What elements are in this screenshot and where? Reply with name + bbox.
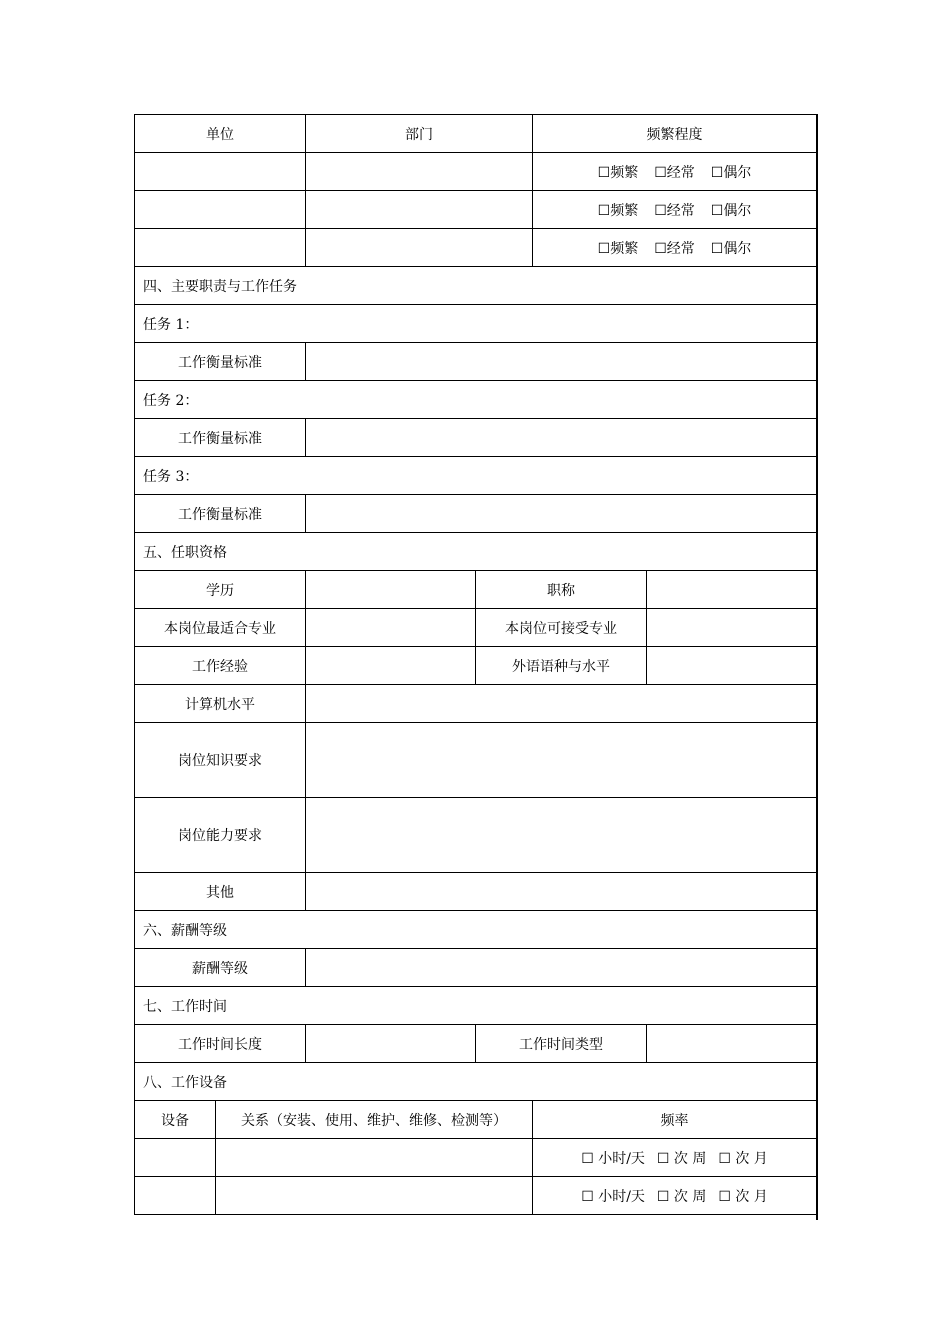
- other-label: 其他: [135, 873, 306, 911]
- freq-frequent-checkbox[interactable]: ☐频繁: [597, 240, 639, 257]
- department-cell[interactable]: [306, 229, 533, 267]
- section-title-equipment: 八、工作设备: [135, 1063, 817, 1101]
- best-major-input[interactable]: [306, 609, 476, 647]
- unit-header: 单位: [135, 115, 306, 153]
- department-cell[interactable]: [306, 191, 533, 229]
- foreign-language-input[interactable]: [647, 647, 817, 685]
- salary-grade-input[interactable]: [306, 949, 817, 987]
- measure-input[interactable]: [306, 495, 817, 533]
- section-title-work-time: 七、工作时间: [135, 987, 817, 1025]
- department-cell[interactable]: [306, 153, 533, 191]
- contact-row: [135, 191, 817, 229]
- task-2-label[interactable]: 任务 2：: [135, 381, 817, 419]
- frequency-cell: [533, 229, 817, 267]
- unit-cell[interactable]: [135, 191, 306, 229]
- rate-times-per-month-checkbox[interactable]: ☐ 次 月: [718, 1188, 768, 1205]
- work-time-length-input[interactable]: [306, 1025, 476, 1063]
- acceptable-major-label: 本岗位可接受专业: [476, 609, 647, 647]
- freq-frequent-checkbox[interactable]: ☐频繁: [597, 202, 639, 219]
- work-time-type-label: 工作时间类型: [476, 1025, 647, 1063]
- rate-cell: [533, 1177, 817, 1215]
- task-1-label[interactable]: 任务 1：: [135, 305, 817, 343]
- table-right-border: [816, 114, 818, 1220]
- contact-row: [135, 153, 817, 191]
- section-title-salary: 六、薪酬等级: [135, 911, 817, 949]
- computer-level-label: 计算机水平: [135, 685, 306, 723]
- equipment-header: 设备: [135, 1101, 216, 1139]
- frequency-header: 频繁程度: [533, 115, 817, 153]
- equipment-input[interactable]: [135, 1177, 216, 1215]
- rate-header: 频率: [533, 1101, 817, 1139]
- equipment-row: [135, 1177, 817, 1215]
- rate-times-per-week-checkbox[interactable]: ☐ 次 周: [656, 1150, 707, 1167]
- work-time-type-input[interactable]: [647, 1025, 817, 1063]
- work-experience-label: 工作经验: [135, 647, 306, 685]
- freq-occasional-checkbox[interactable]: ☐偶尔: [710, 164, 752, 181]
- measure-label: 工作衡量标准: [135, 419, 306, 457]
- section-title-duties: 四、主要职责与工作任务: [135, 267, 817, 305]
- freq-often-checkbox[interactable]: ☐经常: [654, 164, 695, 181]
- unit-cell[interactable]: [135, 229, 306, 267]
- measure-label: 工作衡量标准: [135, 495, 306, 533]
- other-input[interactable]: [306, 873, 817, 911]
- equipment-input[interactable]: [135, 1139, 216, 1177]
- title-rank-input[interactable]: [647, 571, 817, 609]
- acceptable-major-input[interactable]: [647, 609, 817, 647]
- rate-hours-per-day-checkbox[interactable]: ☐ 小时/天: [581, 1150, 645, 1167]
- measure-input[interactable]: [306, 419, 817, 457]
- work-experience-input[interactable]: [306, 647, 476, 685]
- section-title-qualifications: 五、任职资格: [135, 533, 817, 571]
- contact-row: [135, 229, 817, 267]
- rate-cell: [533, 1139, 817, 1177]
- relation-header: 关系（安装、使用、维护、维修、检测等）: [216, 1101, 533, 1139]
- knowledge-input[interactable]: [306, 723, 817, 798]
- frequency-cell: [533, 153, 817, 191]
- freq-occasional-checkbox[interactable]: ☐偶尔: [710, 202, 752, 219]
- relation-input[interactable]: [216, 1177, 533, 1215]
- computer-level-input[interactable]: [306, 685, 817, 723]
- form-table: [134, 114, 817, 1215]
- best-major-label: 本岗位最适合专业: [135, 609, 306, 647]
- freq-occasional-checkbox[interactable]: ☐偶尔: [710, 240, 752, 257]
- knowledge-label: 岗位知识要求: [135, 723, 306, 798]
- rate-times-per-month-checkbox[interactable]: ☐ 次 月: [718, 1150, 768, 1167]
- contact-header-row: [135, 115, 817, 153]
- relation-input[interactable]: [216, 1139, 533, 1177]
- ability-input[interactable]: [306, 798, 817, 873]
- freq-often-checkbox[interactable]: ☐经常: [654, 202, 695, 219]
- freq-often-checkbox[interactable]: ☐经常: [654, 240, 695, 257]
- frequency-cell: [533, 191, 817, 229]
- work-time-length-label: 工作时间长度: [135, 1025, 306, 1063]
- rate-hours-per-day-checkbox[interactable]: ☐ 小时/天: [581, 1188, 645, 1205]
- unit-cell[interactable]: [135, 153, 306, 191]
- education-label: 学历: [135, 571, 306, 609]
- education-input[interactable]: [306, 571, 476, 609]
- foreign-language-label: 外语语种与水平: [476, 647, 647, 685]
- freq-frequent-checkbox[interactable]: ☐频繁: [597, 164, 639, 181]
- task-3-label[interactable]: 任务 3：: [135, 457, 817, 495]
- equipment-row: [135, 1139, 817, 1177]
- job-description-form: [134, 114, 816, 1215]
- salary-grade-label: 薪酬等级: [135, 949, 306, 987]
- rate-times-per-week-checkbox[interactable]: ☐ 次 周: [656, 1188, 707, 1205]
- measure-label: 工作衡量标准: [135, 343, 306, 381]
- title-rank-label: 职称: [476, 571, 647, 609]
- measure-input[interactable]: [306, 343, 817, 381]
- department-header: 部门: [306, 115, 533, 153]
- ability-label: 岗位能力要求: [135, 798, 306, 873]
